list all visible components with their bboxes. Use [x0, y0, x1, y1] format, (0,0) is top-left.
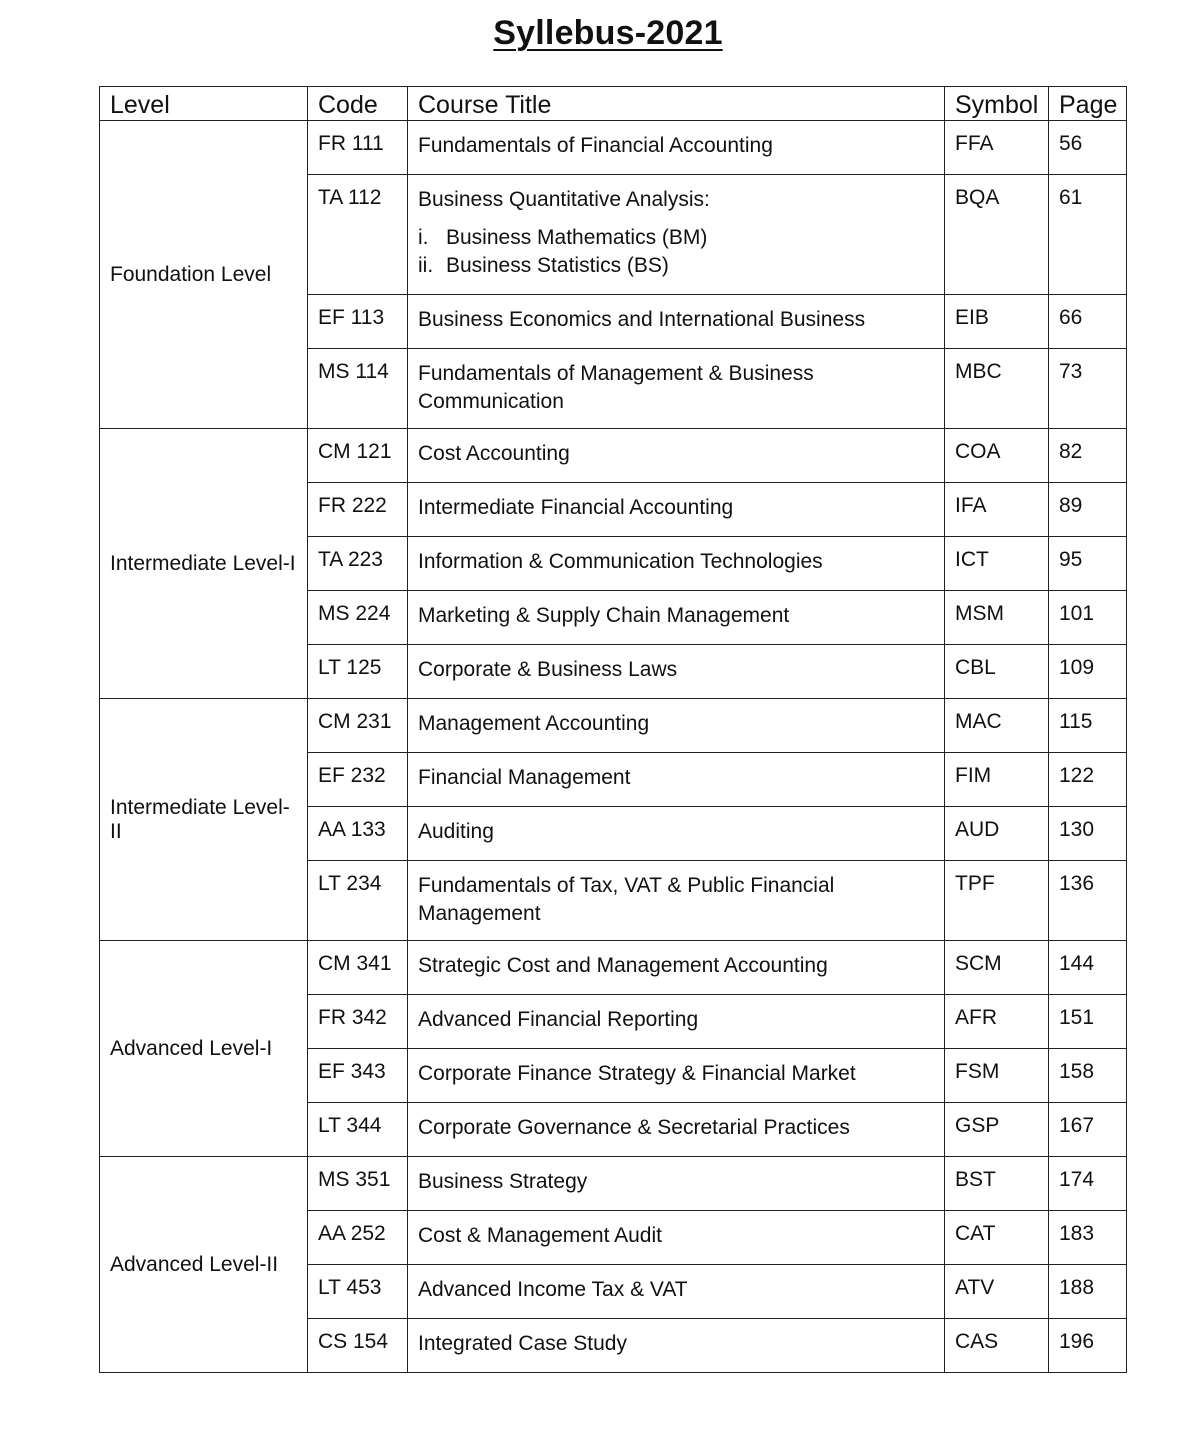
course-title-cell [408, 1157, 945, 1211]
course-page: 89 [1049, 483, 1127, 537]
course-title: Management Accounting [418, 712, 650, 735]
course-title-cell [408, 175, 945, 295]
course-code: FR 222 [308, 483, 408, 537]
course-page: 101 [1049, 591, 1127, 645]
course-symbol: FFA [945, 121, 1049, 175]
course-page: 130 [1049, 807, 1127, 861]
syllabus-table [99, 86, 1127, 1373]
course-code: MS 224 [308, 591, 408, 645]
course-title-cell [408, 941, 945, 995]
course-symbol: CAS [945, 1319, 1049, 1373]
course-title-cell [408, 295, 945, 349]
course-symbol: FIM [945, 753, 1049, 807]
course-page: 144 [1049, 941, 1127, 995]
table-row [100, 1157, 1127, 1211]
course-symbol: MAC [945, 699, 1049, 753]
course-symbol: FSM [945, 1049, 1049, 1103]
course-code: AA 252 [308, 1211, 408, 1265]
course-symbol: CAT [945, 1211, 1049, 1265]
course-code: MS 351 [308, 1157, 408, 1211]
course-symbol: EIB [945, 295, 1049, 349]
course-page: 56 [1049, 121, 1127, 175]
course-title: Auditing [418, 820, 494, 843]
course-title-cell [408, 645, 945, 699]
course-title-cell [408, 807, 945, 861]
course-code: TA 112 [308, 175, 408, 295]
course-code: LT 344 [308, 1103, 408, 1157]
course-title-cell [408, 349, 945, 429]
level-cell: Intermediate Level-I [100, 429, 308, 699]
course-symbol: CBL [945, 645, 1049, 699]
course-code: EF 113 [308, 295, 408, 349]
course-page: 122 [1049, 753, 1127, 807]
header-code: Code [308, 87, 408, 121]
course-title: Advanced Financial Reporting [418, 1008, 699, 1031]
course-code: CS 154 [308, 1319, 408, 1373]
course-page: 188 [1049, 1265, 1127, 1319]
course-page: 95 [1049, 537, 1127, 591]
course-page: 174 [1049, 1157, 1127, 1211]
header-page: Page [1049, 87, 1127, 121]
course-title: Cost Accounting [418, 442, 570, 465]
course-title-cell [408, 483, 945, 537]
course-title: Information & Communication Technologies [418, 550, 823, 573]
course-page: 151 [1049, 995, 1127, 1049]
level-cell: Advanced Level-I [100, 941, 308, 1157]
course-code: LT 453 [308, 1265, 408, 1319]
course-title: Fundamentals of Management & Business Communication [418, 362, 814, 413]
course-title: Financial Management [418, 766, 631, 789]
course-code: EF 232 [308, 753, 408, 807]
course-page: 73 [1049, 349, 1127, 429]
course-title: Advanced Income Tax & VAT [418, 1278, 688, 1301]
course-title-cell [408, 121, 945, 175]
course-title: Business Quantitative Analysis: [418, 188, 710, 211]
course-symbol: SCM [945, 941, 1049, 995]
course-code: MS 114 [308, 349, 408, 429]
header-course-title: Course Title [408, 87, 945, 121]
course-page: 158 [1049, 1049, 1127, 1103]
subitem-number: i. [418, 226, 429, 249]
course-title: Business Economics and International Business [418, 308, 866, 331]
course-title-cell [408, 537, 945, 591]
table-row [100, 121, 1127, 175]
course-title-cell [408, 995, 945, 1049]
course-subitem [418, 252, 936, 280]
course-code: AA 133 [308, 807, 408, 861]
course-title-cell [408, 1211, 945, 1265]
course-subitem [418, 224, 936, 252]
course-symbol: BQA [945, 175, 1049, 295]
course-title: Strategic Cost and Management Accounting [418, 954, 828, 977]
level-cell: Advanced Level-II [100, 1157, 308, 1373]
course-title: Corporate Finance Strategy & Financial Market [418, 1062, 856, 1085]
course-code: CM 341 [308, 941, 408, 995]
level-cell: Intermediate Level-II [100, 699, 308, 941]
subitem-number: ii. [418, 254, 434, 277]
course-title: Integrated Case Study [418, 1332, 627, 1355]
table-row [100, 429, 1127, 483]
course-title-cell [408, 1049, 945, 1103]
course-symbol: MBC [945, 349, 1049, 429]
course-symbol: ICT [945, 537, 1049, 591]
course-page: 196 [1049, 1319, 1127, 1373]
subitem-text: Business Statistics (BS) [446, 254, 669, 277]
course-symbol: TPF [945, 861, 1049, 941]
course-title-cell [408, 591, 945, 645]
course-code: FR 342 [308, 995, 408, 1049]
course-title: Intermediate Financial Accounting [418, 496, 734, 519]
course-title: Corporate & Business Laws [418, 658, 678, 681]
course-symbol: COA [945, 429, 1049, 483]
course-title-cell [408, 861, 945, 941]
course-title: Cost & Management Audit [418, 1224, 662, 1247]
subitem-text: Business Mathematics (BM) [446, 226, 708, 249]
table-row [100, 699, 1127, 753]
course-page: 183 [1049, 1211, 1127, 1265]
course-symbol: GSP [945, 1103, 1049, 1157]
course-title-cell [408, 699, 945, 753]
page-title-text: Syllebus-2021 [493, 14, 723, 52]
course-title: Business Strategy [418, 1170, 588, 1193]
course-symbol: MSM [945, 591, 1049, 645]
course-page: 136 [1049, 861, 1127, 941]
header-symbol: Symbol [945, 87, 1049, 121]
page-title [0, 14, 1200, 53]
course-code: CM 121 [308, 429, 408, 483]
course-code: EF 343 [308, 1049, 408, 1103]
table-header-row [100, 87, 1127, 121]
course-symbol: IFA [945, 483, 1049, 537]
course-title-cell [408, 753, 945, 807]
course-subitems [418, 224, 936, 280]
course-title-cell [408, 1103, 945, 1157]
course-title: Corporate Governance & Secretarial Practices [418, 1116, 850, 1139]
course-symbol: BST [945, 1157, 1049, 1211]
course-symbol: AFR [945, 995, 1049, 1049]
course-page: 82 [1049, 429, 1127, 483]
course-title-cell [408, 429, 945, 483]
course-title: Marketing & Supply Chain Management [418, 604, 790, 627]
course-page: 61 [1049, 175, 1127, 295]
course-symbol: AUD [945, 807, 1049, 861]
syllabus-body [100, 121, 1127, 1373]
table-row [100, 941, 1127, 995]
course-code: LT 234 [308, 861, 408, 941]
course-symbol: ATV [945, 1265, 1049, 1319]
course-page: 109 [1049, 645, 1127, 699]
course-title: Fundamentals of Financial Accounting [418, 134, 773, 157]
level-cell: Foundation Level [100, 121, 308, 429]
course-title-cell [408, 1265, 945, 1319]
header-level: Level [100, 87, 308, 121]
course-code: CM 231 [308, 699, 408, 753]
course-page: 167 [1049, 1103, 1127, 1157]
course-code: LT 125 [308, 645, 408, 699]
course-code: TA 223 [308, 537, 408, 591]
course-code: FR 111 [308, 121, 408, 175]
course-title: Fundamentals of Tax, VAT & Public Financial Management [418, 874, 835, 925]
course-page: 115 [1049, 699, 1127, 753]
course-title-cell [408, 1319, 945, 1373]
course-page: 66 [1049, 295, 1127, 349]
